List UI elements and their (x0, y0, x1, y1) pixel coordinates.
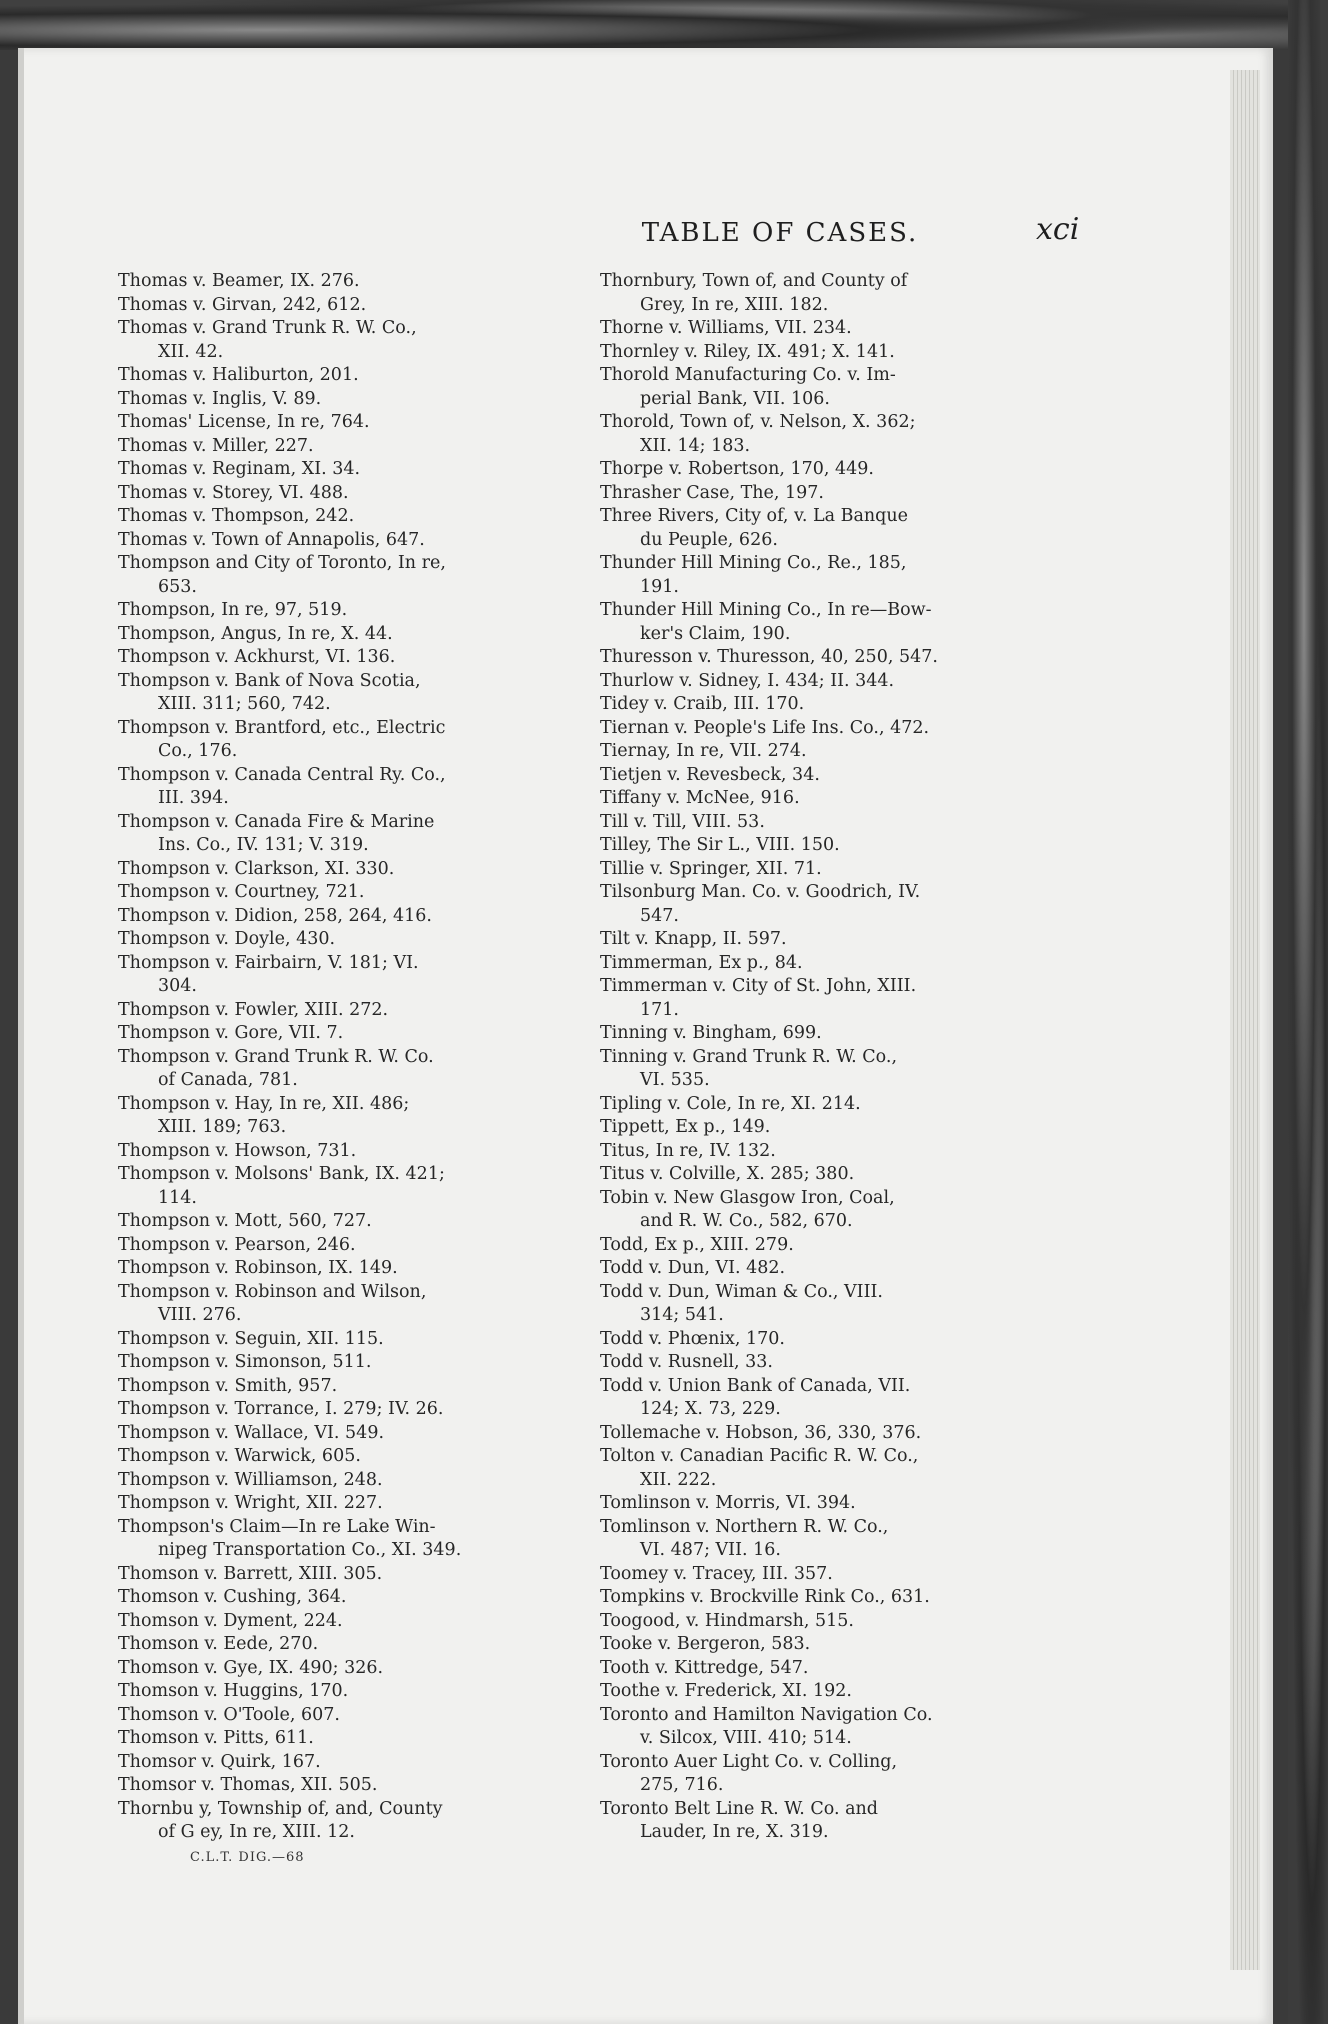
case-entry-line: Toronto and Hamilton Navigation Co. (600, 1704, 933, 1725)
right-column (600, 270, 1080, 1845)
case-entry (600, 1680, 1080, 1704)
case-entry-line: Thompson v. Clarkson, XI. 330. (118, 858, 395, 879)
case-entry (118, 505, 568, 529)
case-entry-line: Thompson v. Gore, VII. 7. (118, 1023, 344, 1043)
case-entry (118, 1257, 568, 1281)
marbled-edge-right (1288, 0, 1328, 2024)
case-entry-line: Thompson v. Simonson, 511. (118, 1352, 372, 1372)
case-entry-line: Thompson, In re, 97, 519. (118, 600, 348, 620)
case-entry (600, 1563, 1080, 1587)
case-entry-line: Thompson v. Molsons' Bank, IX. 421; (118, 1164, 445, 1184)
case-entry-line: Toomey v. Tracey, III. 357. (600, 1563, 833, 1584)
case-entry (600, 693, 1080, 717)
case-entry (118, 1774, 568, 1798)
case-entry-line: Thomas v. Town of Annapolis, 647. (118, 529, 425, 550)
case-entry (118, 1586, 568, 1610)
case-entry-continuation: and R. W. Co., 582, 670. (640, 1211, 853, 1231)
case-entry-line: Thompson, Angus, In re, X. 44. (118, 623, 393, 644)
case-entry (600, 1751, 1080, 1798)
case-entry-line: Thompson v. Courtney, 721. (118, 882, 365, 902)
case-entry-line: Thomson v. Cushing, 364. (118, 1587, 347, 1607)
case-entry-line: Thompson v. Grand Trunk R. W. Co. (118, 1046, 434, 1067)
case-entry-line: Thompson v. Bank of Nova Scotia, (118, 670, 421, 691)
case-entry-line: Thompson v. Hay, In re, XII. 486; (118, 1093, 410, 1114)
case-entry-line: Tooth v. Kittredge, 547. (600, 1657, 809, 1678)
case-entry-continuation: 314; 541. (640, 1305, 724, 1325)
case-entry (118, 1445, 568, 1469)
case-entry-line: Thomas v. Grand Trunk R. W. Co., (118, 318, 417, 338)
case-entry-line: Thompson v. Fowler, XIII. 272. (118, 999, 389, 1020)
case-entry-continuation: XIII. 311; 560, 742. (158, 694, 331, 714)
case-entry (600, 764, 1080, 788)
case-entry (600, 364, 1080, 411)
case-entry (600, 646, 1080, 670)
case-entry-continuation: Grey, In re, XIII. 182. (640, 294, 829, 315)
case-entry (600, 341, 1080, 365)
case-entry-continuation: du Peuple, 626. (640, 529, 778, 550)
case-entry-line: Tomlinson v. Morris, VI. 394. (600, 1493, 856, 1513)
case-entry-line: Thompson v. Robinson and Wilson, (118, 1281, 427, 1302)
case-entry-line: Tinning v. Grand Trunk R. W. Co., (600, 1046, 898, 1067)
case-entry-line: Three Rivers, City of, v. La Banque (600, 506, 909, 526)
case-entry-line: Todd v. Rusnell, 33. (600, 1352, 773, 1372)
case-entry (118, 411, 568, 435)
case-entry-line: Thompson v. Canada Fire & Marine (118, 811, 435, 832)
case-entry (600, 1633, 1080, 1657)
case-entry (600, 599, 1080, 646)
case-entry (600, 552, 1080, 599)
case-entry (600, 1351, 1080, 1375)
case-entry-line: Toronto Auer Light Co. v. Colling, (600, 1751, 898, 1772)
case-entry-line: Thompson v. Warwick, 605. (118, 1446, 361, 1466)
case-entry (600, 1516, 1080, 1563)
case-entry-continuation: of G ey, In re, XIII. 12. (158, 1822, 355, 1842)
case-entry-line: Todd v. Dun, VI. 482. (600, 1258, 786, 1278)
case-entry (118, 764, 568, 811)
case-entry (118, 552, 568, 599)
case-entry (600, 1257, 1080, 1281)
case-entry (118, 317, 568, 364)
case-entry (118, 1093, 568, 1140)
case-entry (600, 1140, 1080, 1164)
case-entry-line: Tidey v. Craib, III. 170. (600, 694, 805, 714)
case-entry-line: Thompson v. Pearson, 246. (118, 1234, 356, 1255)
case-entry-line: Thompson v. Didion, 258, 264, 416. (118, 905, 432, 926)
case-entry-continuation: v. Silcox, VIII. 410; 514. (640, 1728, 852, 1748)
case-entry (118, 1163, 568, 1210)
case-entry-continuation: Lauder, In re, X. 319. (640, 1822, 829, 1842)
case-entry (600, 1445, 1080, 1492)
case-entry-line: Thompson v. Doyle, 430. (118, 929, 336, 949)
case-entry-line: Thomson v. Huggins, 170. (118, 1681, 349, 1701)
case-entry (600, 1586, 1080, 1610)
case-entry (118, 1633, 568, 1657)
case-entry (118, 435, 568, 459)
case-entry-line: Thomas v. Storey, VI. 488. (118, 482, 349, 503)
case-entry-line: Thomson v. Gye, IX. 490; 326. (118, 1657, 384, 1678)
case-entry (118, 529, 568, 553)
case-entry-line: Thomas' License, In re, 764. (118, 412, 370, 432)
case-entry-line: Tilsonburg Man. Co. v. Goodrich, IV. (600, 882, 921, 902)
case-entry (118, 623, 568, 647)
case-entry (600, 1422, 1080, 1446)
case-entry (600, 787, 1080, 811)
case-entry (600, 1657, 1080, 1681)
case-entry (118, 1022, 568, 1046)
case-entry-line: Thurlow v. Sidney, I. 434; II. 344. (600, 670, 895, 691)
case-entry-continuation: 171. (640, 999, 679, 1020)
case-entry-line: Tiernan v. People's Life Ins. Co., 472. (600, 717, 930, 738)
signature-mark: C.L.T. DIG.—68 (190, 1850, 305, 1865)
case-entry (600, 1187, 1080, 1234)
case-entry-line: Todd v. Union Bank of Canada, VII. (600, 1375, 911, 1396)
case-entry (118, 599, 568, 623)
case-entry (600, 1281, 1080, 1328)
case-entry (600, 505, 1080, 552)
case-entry-line: Thomas v. Miller, 227. (118, 435, 314, 456)
case-entry (118, 1751, 568, 1775)
case-entry (600, 411, 1080, 458)
case-entry-line: Tomlinson v. Northern R. W. Co., (600, 1516, 889, 1537)
case-entry (118, 1046, 568, 1093)
case-entry-line: Thomsor v. Quirk, 167. (118, 1751, 321, 1772)
case-entry (118, 1798, 568, 1845)
case-entry-line: Thomson v. Eede, 270. (118, 1634, 319, 1654)
case-entry-line: Todd, Ex p., XIII. 279. (600, 1234, 794, 1255)
case-entry (600, 1234, 1080, 1258)
case-entry-continuation: Ins. Co., IV. 131; V. 319. (158, 835, 369, 855)
case-entry-continuation: 114. (158, 1187, 197, 1208)
case-entry (118, 364, 568, 388)
case-entry (600, 482, 1080, 506)
case-entry-continuation: 653. (158, 576, 197, 597)
case-entry-line: Tompkins v. Brockville Rink Co., 631. (600, 1587, 930, 1607)
case-entry-line: Thunder Hill Mining Co., Re., 185, (600, 553, 907, 573)
case-entry-continuation: VI. 487; VII. 16. (640, 1540, 781, 1560)
case-entry (118, 1351, 568, 1375)
case-entry (118, 1492, 568, 1516)
case-entry-continuation: 191. (640, 576, 679, 597)
case-entry-line: Tiernay, In re, VII. 274. (600, 741, 807, 761)
case-entry-line: Thomson v. Pitts, 611. (118, 1728, 314, 1748)
case-entry-line: Thompson v. Mott, 560, 727. (118, 1211, 372, 1231)
case-entry (600, 270, 1080, 317)
case-entry (600, 952, 1080, 976)
case-entry-continuation: XII. 222. (640, 1469, 717, 1490)
case-entry (600, 670, 1080, 694)
case-entry (118, 1210, 568, 1234)
case-entry (118, 1727, 568, 1751)
case-entry (118, 1680, 568, 1704)
case-entry-continuation: 547. (640, 905, 679, 926)
case-entry-continuation: 124; X. 73, 229. (640, 1399, 781, 1419)
case-entry (118, 1328, 568, 1352)
case-entry (600, 1046, 1080, 1093)
case-entry (600, 317, 1080, 341)
case-entry-continuation: 304. (158, 976, 197, 996)
marbled-edge-top (0, 0, 1328, 50)
case-entry-line: Thornley v. Riley, IX. 491; X. 141. (600, 341, 895, 362)
case-entry (118, 482, 568, 506)
case-entry-line: Tipling v. Cole, In re, XI. 214. (600, 1093, 861, 1114)
case-entry-line: Thomson v. Barrett, XIII. 305. (118, 1563, 383, 1584)
case-entry (118, 1610, 568, 1634)
case-entry-line: Thuresson v. Thuresson, 40, 250, 547. (600, 647, 938, 667)
case-entry-line: Thorold Manufacturing Co. v. Im- (600, 365, 896, 385)
case-entry-line: Tobin v. New Glasgow Iron, Coal, (600, 1187, 895, 1208)
case-entry (118, 1422, 568, 1446)
case-entry-continuation: perial Bank, VII. 106. (640, 388, 830, 409)
case-entry (118, 858, 568, 882)
case-entry (118, 1375, 568, 1399)
case-entry-line: Till v. Till, VIII. 53. (600, 811, 765, 832)
case-entry (118, 1704, 568, 1728)
case-entry-line: Thompson v. Ackhurst, VI. 136. (118, 647, 396, 667)
case-entry (600, 1116, 1080, 1140)
case-entry-line: Toothe v. Frederick, XI. 192. (600, 1681, 852, 1701)
case-entry (118, 1281, 568, 1328)
case-entry-line: Tillie v. Springer, XII. 71. (600, 858, 822, 879)
case-entry-line: Thompson v. Fairbairn, V. 181; VI. (118, 952, 419, 973)
case-entry-continuation: Co., 176. (158, 741, 238, 761)
case-entry-line: Thomas v. Inglis, V. 89. (118, 388, 322, 409)
case-entry-line: Thorold, Town of, v. Nelson, X. 362; (600, 412, 916, 432)
case-entry-line: Thomas v. Reginam, XI. 34. (118, 459, 361, 479)
case-entry (118, 1516, 568, 1563)
case-entry-line: Thompson's Claim—In re Lake Win- (118, 1516, 436, 1537)
case-entry (600, 811, 1080, 835)
case-entry (600, 1492, 1080, 1516)
case-entry-line: Thompson v. Seguin, XII. 115. (118, 1328, 384, 1349)
case-entry (118, 1234, 568, 1258)
case-entry-line: Tilley, The Sir L., VIII. 150. (600, 835, 840, 855)
case-entry-line: Toogood, v. Hindmarsh, 515. (600, 1610, 854, 1631)
case-entry-line: Titus, In re, IV. 132. (600, 1140, 776, 1161)
case-entry-line: Tollemache v. Hobson, 36, 330, 376. (600, 1422, 922, 1443)
case-entry-line: Thorpe v. Robertson, 170, 449. (600, 459, 874, 479)
case-entry (118, 1140, 568, 1164)
case-entry-line: Toronto Belt Line R. W. Co. and (600, 1798, 878, 1819)
case-entry-line: Thompson v. Howson, 731. (118, 1140, 357, 1161)
case-entry-line: Tooke v. Bergeron, 583. (600, 1634, 811, 1654)
case-entry-line: Thornbu y, Township of, and, County (118, 1798, 443, 1819)
case-entry-line: Todd v. Dun, Wiman & Co., VIII. (600, 1281, 883, 1302)
case-entry (600, 458, 1080, 482)
case-entry-line: Tietjen v. Revesbeck, 34. (600, 764, 820, 785)
case-entry-line: Thompson v. Smith, 957. (118, 1375, 338, 1396)
page-title: TABLE OF CASES. (641, 218, 919, 248)
case-entry (118, 905, 568, 929)
case-entry-line: Thorne v. Williams, VII. 234. (600, 318, 852, 338)
case-entry (600, 858, 1080, 882)
case-entry (118, 458, 568, 482)
case-entry-line: Tiffany v. McNee, 916. (600, 788, 800, 808)
case-entry (118, 881, 568, 905)
case-entry-line: Thunder Hill Mining Co., In re—Bow- (600, 600, 932, 620)
case-entry-continuation: XIII. 189; 763. (158, 1117, 287, 1137)
case-entry (600, 881, 1080, 928)
case-entry (118, 1398, 568, 1422)
case-entry (600, 1375, 1080, 1422)
case-entry (118, 294, 568, 318)
case-entry (600, 1163, 1080, 1187)
case-entry (118, 1563, 568, 1587)
left-column (118, 270, 568, 1845)
case-entry-line: Timmerman v. City of St. John, XIII. (600, 976, 917, 996)
page-gutter (18, 48, 24, 2024)
case-entry-line: Thompson v. Wallace, VI. 549. (118, 1422, 385, 1443)
case-entry-line: Thomas v. Haliburton, 201. (118, 365, 359, 385)
case-entry (600, 1798, 1080, 1845)
case-entry (600, 1704, 1080, 1751)
case-entry (600, 740, 1080, 764)
case-entry-continuation: VI. 535. (640, 1070, 710, 1090)
case-entry-continuation: nipeg Transportation Co., XI. 349. (158, 1540, 462, 1560)
case-entry-line: Thomas v. Beamer, IX. 276. (118, 271, 360, 291)
case-entry (118, 999, 568, 1023)
case-entry-line: Thompson v. Brantford, etc., Electric (118, 717, 446, 738)
page-number: xci (1036, 212, 1080, 247)
case-entry-line: Thompson v. Torrance, I. 279; IV. 26. (118, 1399, 444, 1419)
case-entry-continuation: VIII. 276. (158, 1305, 242, 1325)
case-entry-line: Titus v. Colville, X. 285; 380. (600, 1164, 855, 1184)
case-entry-line: Thompson v. Canada Central Ry. Co., (118, 764, 446, 785)
case-entry-line: Thomson v. O'Toole, 607. (118, 1704, 340, 1725)
case-entry-line: Thomsor v. Thomas, XII. 505. (118, 1775, 378, 1795)
case-entry (118, 670, 568, 717)
case-entry-line: Thomas v. Girvan, 242, 612. (118, 294, 367, 315)
case-entry (600, 928, 1080, 952)
case-entry-line: Thornbury, Town of, and County of (600, 271, 908, 291)
case-entry (600, 834, 1080, 858)
case-entry-line: Thompson v. Williamson, 248. (118, 1469, 383, 1490)
case-entry-continuation: of Canada, 781. (158, 1070, 298, 1090)
case-entry-continuation: III. 394. (158, 788, 229, 808)
case-entry-line: Tolton v. Canadian Pacific R. W. Co., (600, 1446, 919, 1466)
case-entry (118, 646, 568, 670)
case-entry-line: Todd v. Phœnix, 170. (600, 1328, 785, 1349)
case-entry-line: Thompson v. Wright, XII. 227. (118, 1493, 383, 1513)
case-entry (118, 811, 568, 858)
case-entry (118, 952, 568, 999)
case-entry (118, 717, 568, 764)
case-entry (118, 388, 568, 412)
case-entry-line: Tippett, Ex p., 149. (600, 1117, 771, 1137)
case-entry (600, 1610, 1080, 1634)
case-entry-continuation: XII. 42. (158, 341, 224, 362)
case-entry-line: Thomas v. Thompson, 242. (118, 506, 355, 526)
case-entry-continuation: 275, 716. (640, 1775, 724, 1795)
case-entry (600, 1328, 1080, 1352)
case-entry-line: Timmerman, Ex p., 84. (600, 952, 803, 973)
case-entry-continuation: ker's Claim, 190. (640, 623, 791, 644)
case-entry (600, 1022, 1080, 1046)
case-entry-continuation: XII. 14; 183. (640, 435, 751, 456)
case-entry (600, 975, 1080, 1022)
case-entry (118, 928, 568, 952)
case-entry (600, 717, 1080, 741)
case-entry-line: Thompson v. Robinson, IX. 149. (118, 1258, 398, 1278)
page-stack-edges (1230, 70, 1260, 1970)
case-entry-line: Thompson and City of Toronto, In re, (118, 553, 446, 573)
case-entry-line: Tinning v. Bingham, 699. (600, 1023, 822, 1043)
case-entry-line: Thomson v. Dyment, 224. (118, 1610, 343, 1631)
case-entry-line: Thrasher Case, The, 197. (600, 482, 824, 503)
case-entry (118, 270, 568, 294)
case-entry (118, 1469, 568, 1493)
case-entry (118, 1657, 568, 1681)
case-entry-line: Tilt v. Knapp, II. 597. (600, 929, 787, 949)
case-entry (600, 1093, 1080, 1117)
